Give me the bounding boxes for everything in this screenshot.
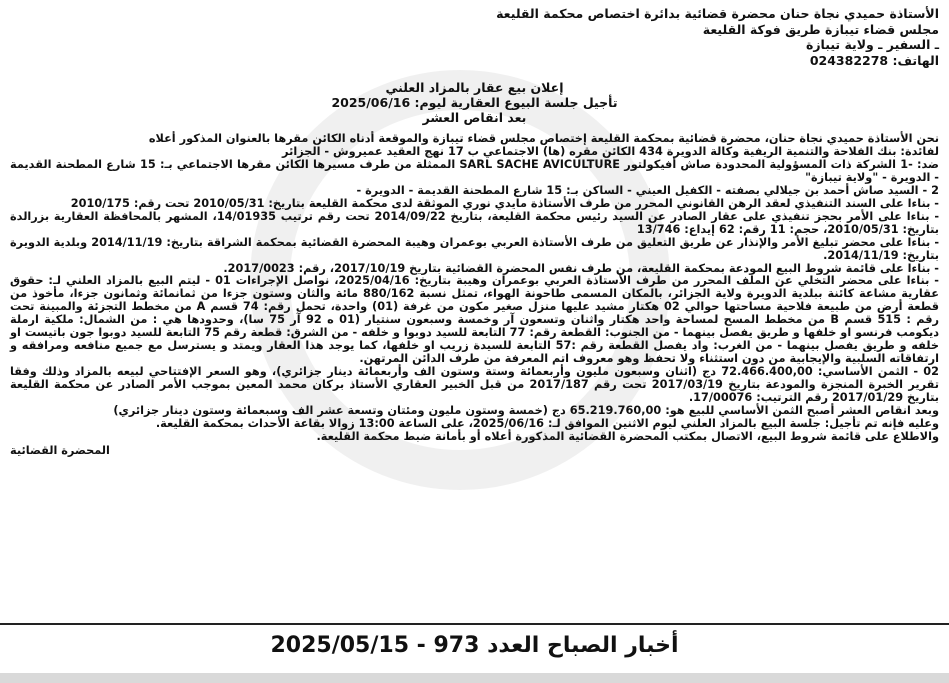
- header-phone: [10, 53, 939, 69]
- paragraph: - بناءا على محضر التخلي عن الملف المحرر من طرف الأستاذة العربي بوعمران وهيبة بتاريخ: 2025/04/16، نواصل الإجراءات 01 - ليتم البيع بالمزاد العلني لـ: حقوق عقارية مشاعة كائنة ببلدية الدويرة ولاية الجزائر، بالمكان المسمى طاحونة الهواء، تمثل نسبة 880/162 مائة والثان وستون جزءا من ثمانمائة وثمانون جزءا، مأخوذ من قطعة أرض من طبيعة فلاحية مساحتها حوالي 02 هكتار مشيد عليها منزل صغير مكون من غرفة (01) واحدة، تحمل رقم: 74 قسم A من مخطط التجزئة والمبينة تحت رقم : 515 قسم B من مخطط المسح لمساحة واحد هكتار واثنان وتسعون آر وخمسة وسبعون سنتيار (01 ه 92 آر 75 سا)، وحدودها هي : من الشمال: ملكية ارملة ديكومب فرنسو او خلفها و طريق يفصل بينهما - من الجنوب: القطعة رقم: 77 التابعة للسيد دوبوا و خلفه - من الشرق: قطعة رقم 75 التابعة للسيد دوبوا جون باتيست او خلفه و طريق يفصل بينهما - من الغرب: واد يفصل القطعة رقم :57 التابعة للسيدة زريب او خلفها، كما يوجد هذا العقار ويمتد و يسترسل مع جميع منافعه ومرافقه و ارتفاقاته السلبية والإيجابية من دون استثناء ولا تحفظ وهو معروف اتم المعرفة من طرف الدائن المرتهن.: [10, 274, 940, 366]
- paragraph: - بناءا على محضر تبليغ الأمر والإنذار عن طريق التعليق من طرف الأستاذة العربي بوعمران وهيبة المحضرة القضائية بمحكمة الشراقة بتاريخ: 2014/11/19 وبلدية الدويرة بتاريخ: 2014/11/19.: [10, 235, 940, 262]
- header-line-2: مجلس قضاء تيبازة طريق فوكة القليعة: [702, 21, 939, 37]
- paragraph: 2 - السيد صاش أحمد بن جيلالي بصفته - الكفيل العيني - الساكن بـ: 15 شارع المطحنة القديمة - الدويرة -: [356, 183, 939, 197]
- notice-subtitle-2: بعد انقاص العشر: [422, 110, 527, 125]
- paragraph: نحن الأستاذة حميدي نجاة حنان، محضرة قضائية بمحكمة القليعة إختصاص مجلس قضاء تيبازة والموقعة أدناه الكائن مقرها بالعنوان المذكور أعلاه: [148, 132, 939, 145]
- paragraph: 02 - الثمن الأساسي: 72.466.400,00 دج (اثنان وسبعون مليون وأربعمائة وستة وستون الف وأربعمائة دينار جزائري)، وهو السعر الإفتتاحي لبيعه بالمزاد وذلك وفقا تقرير الخبرة المنجزة والمودعة بتاريخ 2017/03/19 تحت رقم 2017/187 من قبل الخبير العقاري الأستاذ بركان محمد المعين بموجب الأمر الصادر عن محكمة القليعة بتاريخ 2017/01/29 رقم الترتيب: 17/00076.: [10, 365, 940, 405]
- signature-line: [10, 444, 939, 458]
- paragraph: - بناءا على الأمر بحجز تنفيذي على عقار الصادر عن السيد رئيس محكمة القليعة، بتاريخ 2014/09/22 تحت رقم ترتيب 14/01935، المشهر بالمحافظة العقارية بزرالدة بتاريخ: 2010/05/31، حجم: 11 رقم: 62 إيداع: 13/746: [10, 209, 940, 236]
- phone-label: الهاتف:: [892, 52, 939, 68]
- issue-date: 2025/05/15: [270, 633, 409, 658]
- footer-bar: [0, 673, 949, 683]
- paragraph: والاطلاع على قائمة شروط البيع، الاتصال بمكتب المحضرة القضائية المذكورة أعلاه أو بأمانة ضبط محكمة القليعة.: [316, 429, 939, 443]
- paragraph: وبعد انقاص العشر أصبح الثمن الأساسي للبيع هو: 65.219.760,00 دج (خمسة وستون مليون ومئتان وتسعة عشر الف وسبعمائة وستون دينار جزائري): [113, 404, 939, 418]
- newspaper-footer: [0, 623, 949, 683]
- notice-title-block: [10, 80, 939, 125]
- header-line-3: ـ السفير ـ ولاية تيبازة: [805, 37, 939, 52]
- header-line-1: الأستاذة حميدي نجاة حنان محضرة قضائية بدائرة اختصاص محكمة القليعة: [496, 6, 939, 21]
- paragraph: وعليه فإنه تم تأجيل: جلسة البيع بالمزاد العلني ليوم الاثنين الموافق لـ: 2025/06/16، على الساعة 13:00 زوالا بقاعة الأحداث بمحكمة القليعة.: [155, 416, 939, 430]
- notice-subtitle: تأجيل جلسة البيوع العقارية ليوم: 2025/06/16: [331, 95, 618, 110]
- paragraph: - بناءا على قائمة شروط البيع المودعة بمحكمة القليعة، من طرف نفس المحضرة القضائية بتاريخ 2017/10/19، رقم: 2017/0023.: [223, 261, 939, 275]
- paragraph: - بناءا على السند التنفيذي لعقد الرهن القانوني المحرر من طرف الأستاذة مايدي نوري الموثقة لدى محكمة القليعة بتاريخ: 2010/05/31 تحت رقم: 2010/175: [70, 196, 939, 210]
- notice-title: إعلان بيع عقار بالمزاد العلني: [385, 80, 564, 95]
- footer-separator: -: [416, 633, 426, 658]
- footer-text: [0, 631, 949, 661]
- paragraph: ضد: -1 الشركة ذات المسؤولية المحدودة صاش أفيكولتور SARL SACHE AVICULTURE الممثلة من طرف مسيرها الكائن مقرها الاجتماعي بـ: 15 شارع المطحنة القديمة - الدويرة - "ولاية تيبازة": [10, 157, 939, 184]
- header-block: [10, 6, 939, 68]
- signature: المحضرة القضائية: [10, 443, 110, 457]
- notice-body: [10, 133, 939, 444]
- paragraph: لفائدة: بنك الفلاحة والتنمية الريفية وكالة الدويرة 434 الكائن مقره (ها) الاجتماعي ب 17 نهج العقيد عميروش - الجزائر: [282, 144, 939, 158]
- issue-number: 973: [433, 633, 480, 658]
- newspaper-name: أخبار الصباح العدد: [487, 633, 679, 658]
- phone-number: 024382278: [809, 52, 889, 68]
